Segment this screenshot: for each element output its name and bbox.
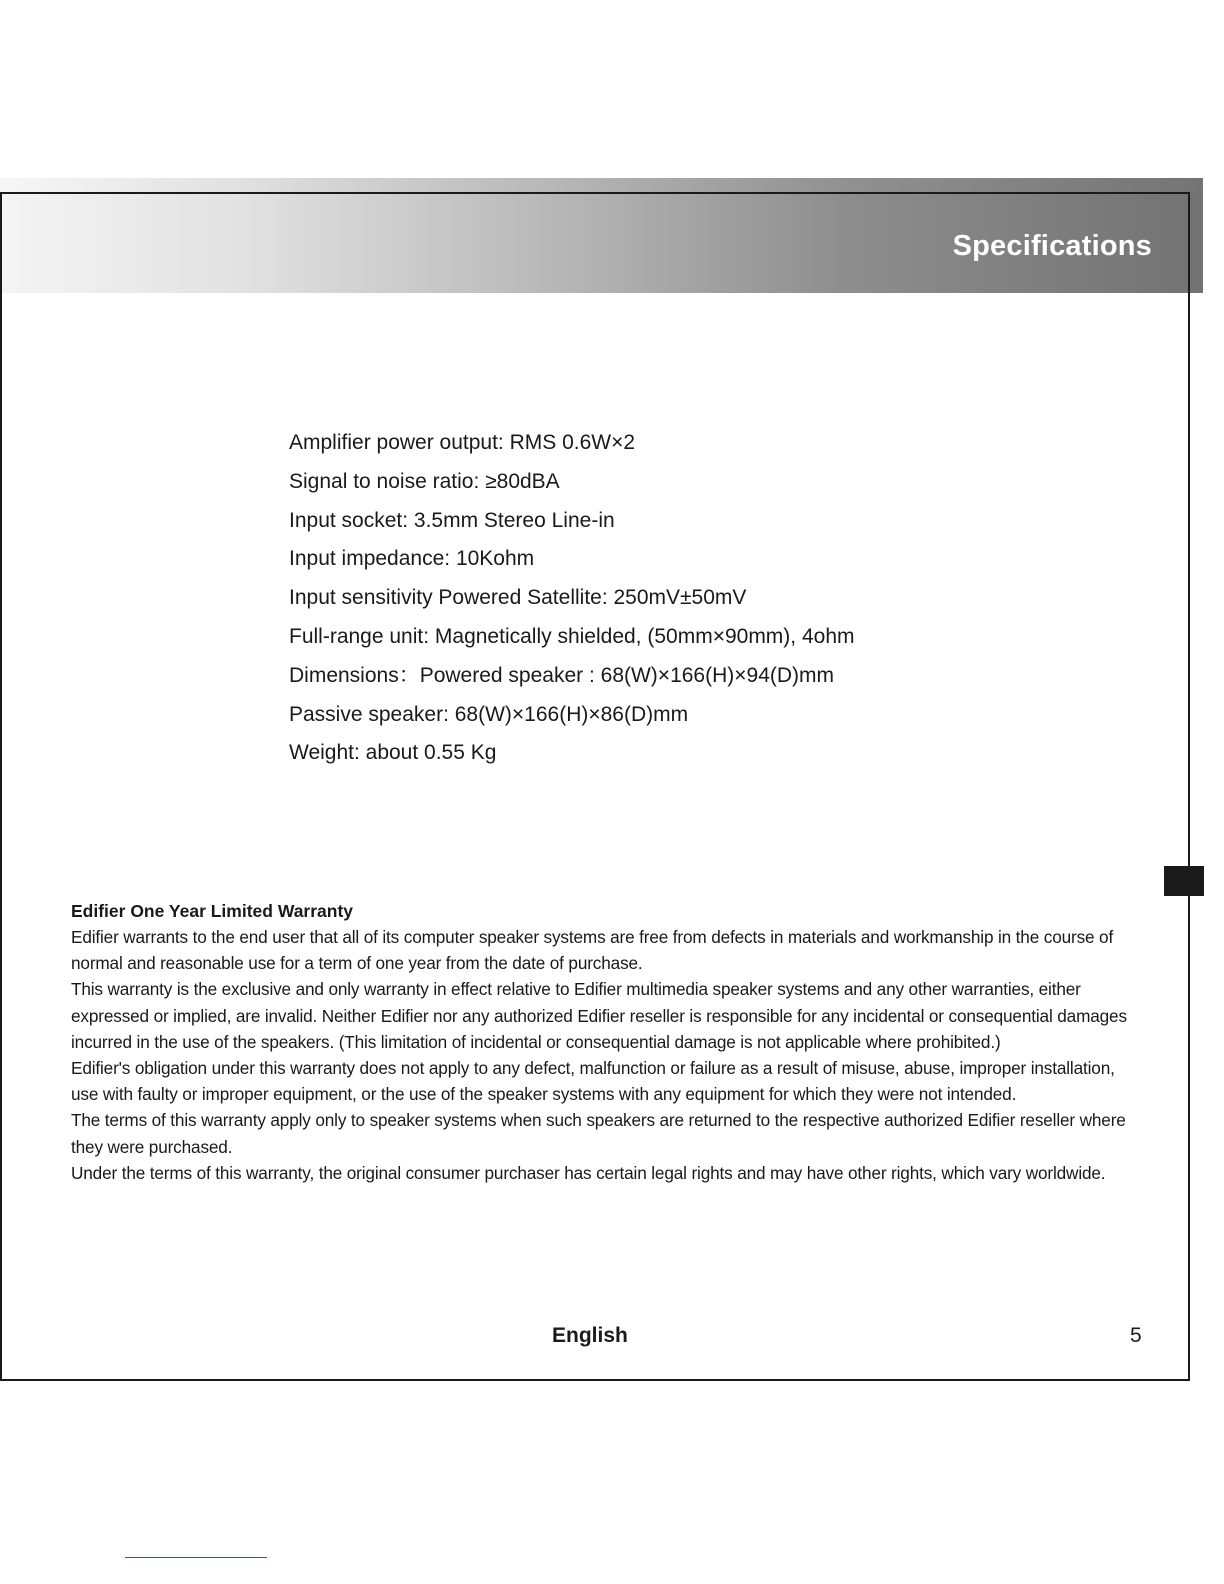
page-frame bbox=[0, 192, 1190, 1381]
page-title: Specifications bbox=[952, 230, 1152, 262]
spec-item: Full-range unit: Magnetically shielded, (50mm×90mm), 4ohm bbox=[289, 624, 855, 648]
spec-item: Dimensions：Powered speaker : 68(W)×166(H)×94(D)mm bbox=[289, 663, 835, 687]
spec-item: Weight: about 0.55 Kg bbox=[289, 741, 497, 765]
spec-item: Input sensitivity Powered Satellite: 250mV±50mV bbox=[289, 586, 747, 610]
warranty-paragraph: Edifier warrants to the end user that all of its computer speaker systems are free from defects in materials and workmanship in the course of normal and reasonable use for a term of one year from the date of purchase. bbox=[71, 927, 1114, 974]
spec-item: Amplifier power output: RMS 0.6W×2 bbox=[289, 431, 636, 454]
spec-item: Input socket: 3.5mm Stereo Line-in bbox=[289, 508, 615, 532]
page-number: 5 bbox=[1130, 1324, 1142, 1347]
warranty-body bbox=[71, 924, 1131, 1186]
section-tab-marker bbox=[1164, 866, 1204, 896]
warranty-title: Edifier One Year Limited Warranty bbox=[71, 901, 354, 921]
warranty-paragraph: Edifier's obligation under this warranty does not apply to any defect, malfunction or failure as a result of misuse, abuse, improper installation, use with faulty or improper equipment, or the use of the speaker systems with any equipment for which they were not intended. bbox=[71, 1058, 1115, 1105]
spec-item: Passive speaker: 68(W)×166(H)×86(D)mm bbox=[289, 702, 689, 726]
spec-item: Signal to noise ratio: ≥80dBA bbox=[289, 469, 560, 493]
warranty-section bbox=[71, 898, 1131, 1186]
bottom-rule bbox=[125, 1557, 267, 1558]
specifications-list bbox=[289, 424, 855, 773]
warranty-paragraph: Under the terms of this warranty, the original consumer purchaser has certain legal rights and may have other rights, which vary worldwide. bbox=[71, 1162, 1106, 1183]
spec-item: Input impedance: 10Kohm bbox=[289, 547, 535, 571]
warranty-paragraph: This warranty is the exclusive and only warranty in effect relative to Edifier multimedia speaker systems and any other warranties, either expressed or implied, are invalid. Neither Edifier nor any authorized Edifier reseller is responsible for any incidental or consequential damages incurred in the use of the speakers. (This limitation of incidental or consequential damage is not applicable where prohibited.) bbox=[71, 979, 1127, 1052]
warranty-paragraph: The terms of this warranty apply only to speaker systems when such speakers are returned to the respective authorized Edifier reseller where they were purchased. bbox=[71, 1110, 1126, 1157]
footer-language: English bbox=[552, 1324, 628, 1347]
